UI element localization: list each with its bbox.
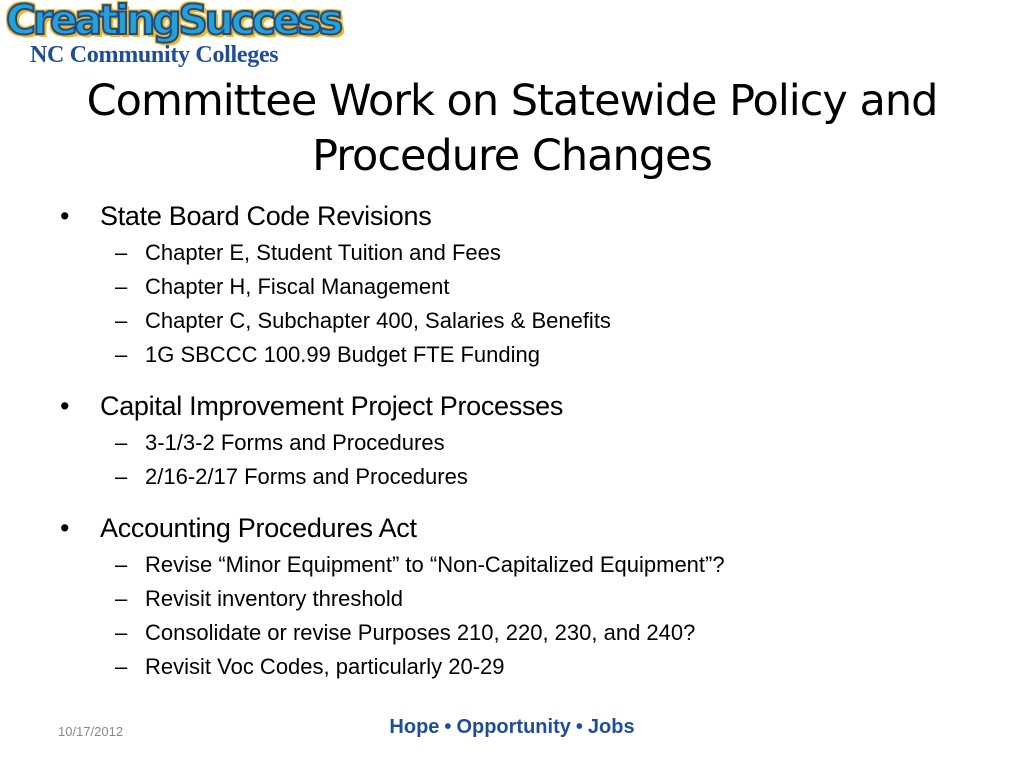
sub-item-text: Revisit Voc Codes, particularly 20-29 [145, 654, 505, 679]
dash-icon: – [115, 274, 128, 299]
logo-nc-community-colleges: NC Community Colleges [30, 42, 279, 68]
sub-item-text: Revisit inventory threshold [145, 586, 404, 611]
bullet-label: Accounting Procedures Act [100, 513, 417, 543]
sub-item [100, 650, 1000, 684]
sub-item-text: 2/16-2/17 Forms and Procedures [145, 464, 468, 489]
title-line-2: Procedure Changes [312, 131, 712, 181]
dash-icon: – [115, 342, 128, 367]
sub-item-text: 1G SBCCC 100.99 Budget FTE Funding [145, 342, 540, 367]
sub-item [100, 338, 1000, 372]
sub-item-text: Revise “Minor Equipment” to “Non-Capitalized Equipment”? [145, 552, 725, 577]
sub-item [100, 616, 1000, 650]
dash-icon: – [115, 620, 128, 645]
tagline-opportunity: Opportunity [456, 716, 571, 738]
sub-item-text: Chapter H, Fiscal Management [145, 274, 450, 299]
sub-item-text: Chapter E, Student Tuition and Fees [145, 240, 501, 265]
bullet-list [60, 196, 1000, 684]
tagline-hope: Hope [389, 716, 440, 738]
bullet-capital-improvement [60, 386, 1000, 494]
sub-list [100, 426, 1000, 494]
sub-item-text: Consolidate or revise Purposes 210, 220, 230, and 240? [145, 620, 696, 645]
logo-creating-success: CreatingSuccess [6, 0, 340, 44]
bullet-dot-icon: • [60, 391, 70, 421]
sub-item [100, 426, 1000, 460]
sub-item [100, 236, 1000, 270]
sub-item-text: 3-1/3-2 Forms and Procedures [145, 430, 445, 455]
sub-list [100, 548, 1000, 684]
sub-item [100, 582, 1000, 616]
bullet-label: State Board Code Revisions [100, 201, 432, 231]
sub-item [100, 304, 1000, 338]
title-line-1: Committee Work on Statewide Policy and [86, 76, 938, 126]
bullet-label: Capital Improvement Project Processes [100, 391, 564, 421]
sub-item [100, 548, 1000, 582]
bullet-state-board-code-revisions [60, 196, 1000, 372]
slide-title [40, 74, 984, 184]
dash-icon: – [115, 654, 128, 679]
bullet-accounting-procedures-act [60, 508, 1000, 684]
dash-icon: – [115, 464, 128, 489]
bullet-dot-icon: • [60, 201, 70, 231]
footer-tagline [0, 716, 1024, 739]
sub-list [100, 236, 1000, 372]
sub-item [100, 270, 1000, 304]
footer-date: 10/17/2012 [58, 724, 124, 739]
dash-icon: – [115, 552, 128, 577]
dash-icon: – [115, 586, 128, 611]
bullet-dot-icon: • [60, 513, 70, 543]
dash-icon: – [115, 308, 128, 333]
dash-icon: – [115, 240, 128, 265]
dash-icon: – [115, 430, 128, 455]
sub-item [100, 460, 1000, 494]
sub-item-text: Chapter C, Subchapter 400, Salaries & Benefits [145, 308, 611, 333]
separator-dot-icon: • [575, 716, 583, 738]
tagline-jobs: Jobs [587, 716, 635, 738]
logo [6, 2, 346, 72]
separator-dot-icon: • [444, 716, 452, 738]
